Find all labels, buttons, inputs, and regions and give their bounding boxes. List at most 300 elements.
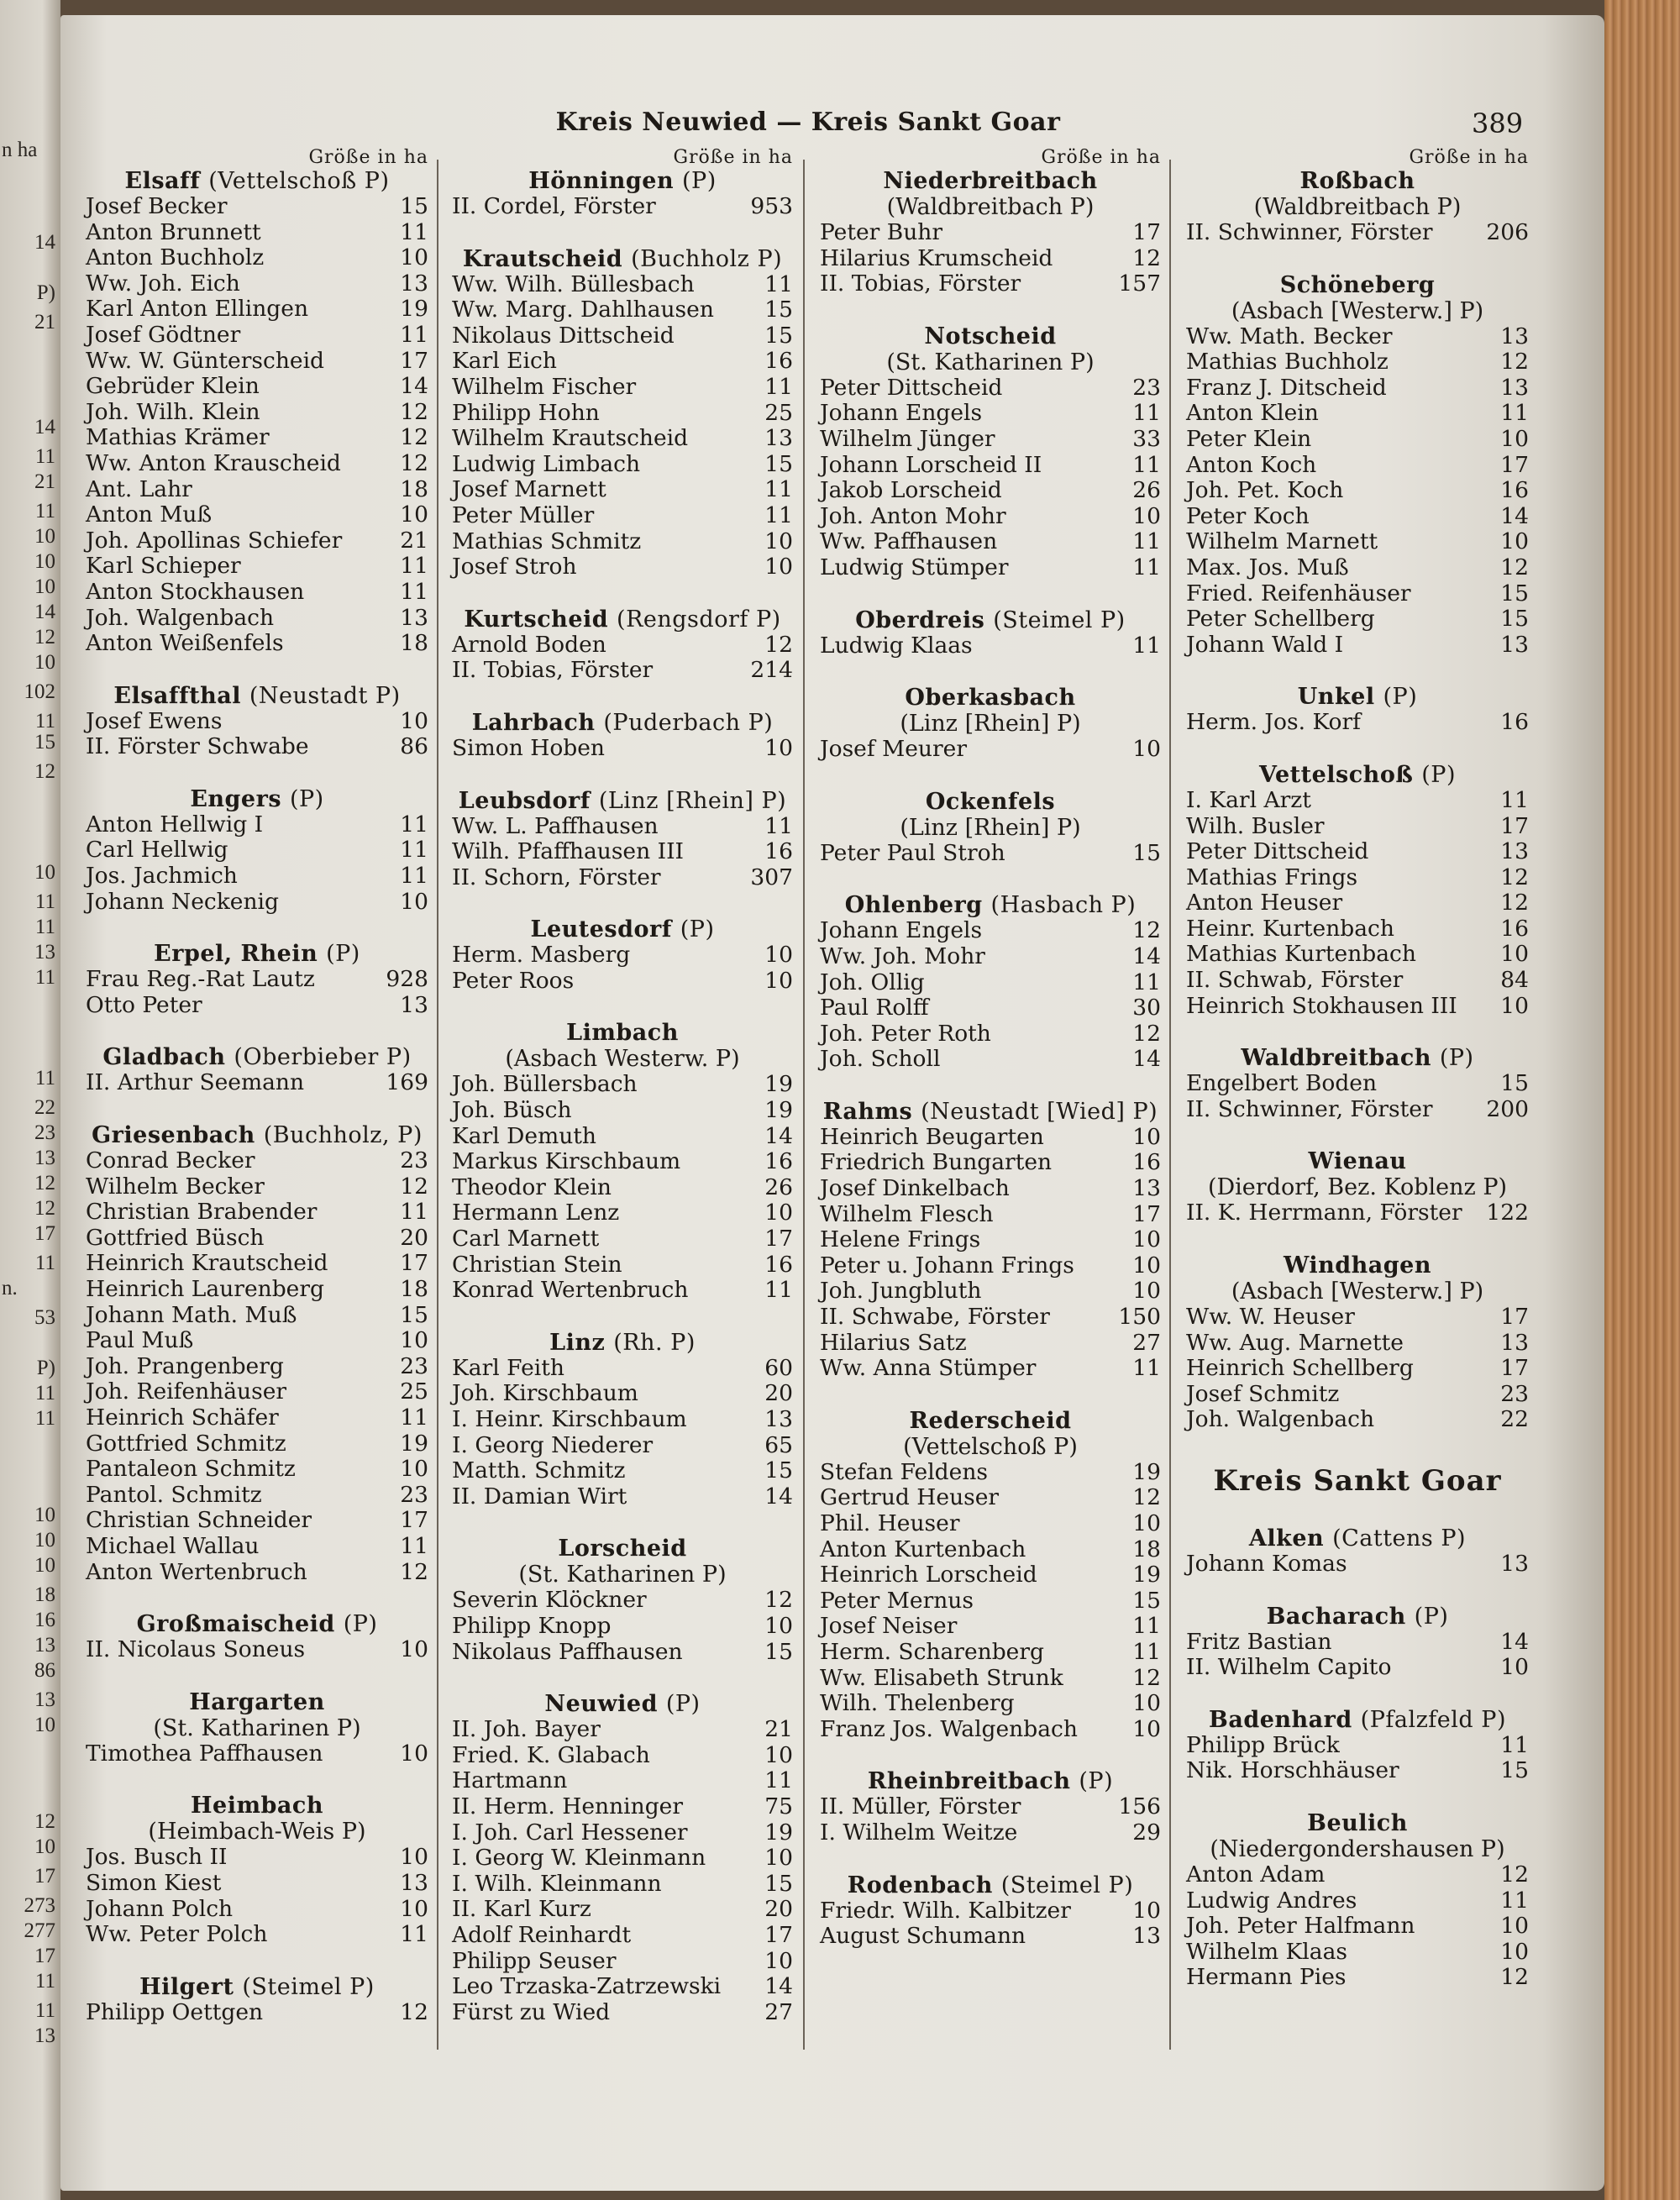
place-heading: [820, 892, 1161, 918]
area-ha: 11: [764, 1277, 793, 1304]
owner-row: [1186, 375, 1529, 402]
owner-row: [820, 1176, 1161, 1202]
owner-name: Philipp Knopp: [452, 1612, 612, 1639]
area-ha: 33: [1132, 425, 1161, 452]
owner-row: [1186, 606, 1529, 633]
owner-name: Philipp Brück: [1186, 1731, 1340, 1758]
place-name: Linz: [549, 1329, 606, 1356]
owner-name: Hartmann: [452, 1767, 568, 1794]
owner-name: II. Tobias, Förster: [820, 270, 1021, 297]
owner-name: Wilhelm Fischer: [452, 373, 637, 400]
owner-row: [820, 1305, 1161, 1331]
owner-name: Ludwig Andres: [1186, 1887, 1357, 1914]
area-ha: 18: [400, 1276, 428, 1302]
owner-name: II. Damian Wirt: [452, 1483, 627, 1510]
area-ha: 16: [764, 1148, 793, 1175]
area-ha: 14: [1132, 942, 1161, 969]
area-ha: 10: [1132, 1226, 1161, 1253]
owner-name: Pantaleon Schmitz: [86, 1456, 296, 1483]
block-gap: [820, 1742, 1161, 1768]
owner-row: [452, 1484, 793, 1510]
area-ha: 26: [1132, 477, 1161, 504]
place-heading: [452, 788, 793, 814]
place-name: Gladbach: [102, 1044, 226, 1071]
owner-row: [820, 220, 1161, 246]
owner-row: [452, 1200, 793, 1226]
area-ha: 18: [1132, 1536, 1161, 1562]
prev-page-fragment: 15: [34, 731, 55, 753]
area-ha: 928: [386, 966, 428, 993]
place-name: Neuwied: [544, 1691, 658, 1718]
place-heading: [820, 168, 1161, 194]
owner-row: [820, 1460, 1161, 1486]
block-gap: [820, 1073, 1161, 1099]
owner-row: [86, 1405, 428, 1431]
area-ha: 12: [1132, 917, 1161, 944]
owner-row: [86, 374, 428, 400]
owner-row: [452, 1794, 793, 1820]
area-ha: 15: [764, 1870, 793, 1897]
owner-row: [1186, 1655, 1529, 1681]
owner-name: Johann Lorscheid II: [820, 451, 1042, 478]
place-name: Bacharach: [1266, 1603, 1406, 1630]
post-office-note: (Vettelschoß P): [903, 1433, 1078, 1460]
place-heading: [1186, 1045, 1529, 1071]
owner-name: Leo Trzaska-Zatrzewski: [452, 1973, 722, 2000]
area-ha: 10: [764, 1612, 793, 1639]
owner-row: [820, 1125, 1161, 1151]
area-ha: 17: [764, 1226, 793, 1252]
area-ha: 11: [400, 811, 428, 837]
owner-name: Adolf Reinhardt: [452, 1921, 632, 1948]
place-heading: [1186, 1252, 1529, 1279]
post-office: (Buchholz P): [631, 245, 783, 272]
owner-name: Ludwig Stümper: [820, 554, 1009, 580]
place-name: Unkel: [1297, 684, 1375, 711]
owner-name: Josef Stroh: [452, 554, 577, 580]
area-ha: 17: [1132, 1200, 1161, 1227]
owner-name: Ww. Anna Stümper: [820, 1355, 1037, 1382]
prev-page-fragment: 11: [34, 1067, 55, 1089]
area-ha: 75: [764, 1793, 793, 1819]
post-office: (Hasbach P): [990, 892, 1137, 919]
place-heading: [1186, 762, 1529, 788]
owner-name: Ww. L. Paffhausen: [452, 812, 659, 839]
owner-row: [86, 400, 428, 426]
owner-row: [1186, 1862, 1529, 1888]
owner-row: [452, 1149, 793, 1175]
area-ha: 10: [1500, 425, 1529, 452]
area-ha: 10: [1132, 736, 1161, 763]
area-ha: 21: [400, 527, 428, 554]
area-ha: 10: [400, 1844, 428, 1871]
area-ha: 12: [764, 1587, 793, 1614]
owner-name: Ww. Joh. Mohr: [820, 942, 985, 969]
area-ha: 10: [1500, 992, 1529, 1019]
place-heading: [820, 1099, 1161, 1125]
prev-page-fragment: 21: [34, 470, 55, 493]
place-name: Großmaischeid: [136, 1611, 335, 1638]
owner-name: Josef Meurer: [820, 736, 967, 763]
area-ha: 10: [1132, 1715, 1161, 1742]
prev-page-fragment: 10: [34, 1504, 55, 1526]
owner-name: Frau Reg.-Rat Lautz: [86, 966, 315, 993]
area-ha: 17: [1500, 812, 1529, 839]
post-office: (Puderbach P): [603, 709, 774, 736]
owner-name: Markus Kirschbaum: [452, 1148, 681, 1175]
owner-name: Peter Schellberg: [1186, 606, 1375, 633]
owner-name: Anton Adam: [1186, 1861, 1326, 1888]
owner-row: [820, 375, 1161, 402]
owner-name: Joh. Prangenberg: [86, 1352, 284, 1379]
owner-name: II. Schwinner, Förster: [1186, 219, 1433, 245]
prev-page-fragment: n.: [2, 1277, 18, 1300]
area-ha: 19: [764, 1819, 793, 1846]
area-ha: 13: [764, 1406, 793, 1432]
area-ha: 13: [1500, 1329, 1529, 1356]
owner-name: Fritz Bastian: [1186, 1628, 1332, 1655]
owner-row: [86, 580, 428, 606]
area-ha: 16: [1500, 709, 1529, 736]
prev-page-fragment: 13: [34, 2024, 55, 2047]
area-ha: 12: [1132, 244, 1161, 271]
owner-row: [86, 1457, 428, 1483]
owner-row: [452, 1278, 793, 1304]
place-heading: [1186, 1810, 1529, 1836]
area-ha: 13: [1500, 838, 1529, 865]
area-ha: 13: [1132, 1175, 1161, 1202]
area-ha: 17: [1500, 1304, 1529, 1331]
owner-row: [452, 1717, 793, 1743]
size-unit-label: Größe in ha: [673, 147, 793, 168]
owner-row: [452, 1949, 793, 1975]
prev-page-fragment: 11: [34, 1970, 55, 1993]
owner-row: [452, 1458, 793, 1484]
area-ha: 10: [764, 1947, 793, 1974]
prev-page-fragment: P): [36, 1357, 55, 1379]
area-ha: 15: [764, 297, 793, 323]
area-ha: 11: [400, 578, 428, 605]
area-ha: 10: [1500, 1938, 1529, 1965]
owner-row: [820, 1537, 1161, 1563]
owner-name: II. Schwinner, Förster: [1186, 1095, 1433, 1122]
owner-name: I. Heinr. Kirschbaum: [452, 1406, 687, 1432]
area-ha: 18: [400, 475, 428, 502]
area-ha: 20: [764, 1896, 793, 1923]
owner-row: [86, 1508, 428, 1534]
post-office: (P): [1414, 1603, 1449, 1630]
block-gap: [452, 890, 793, 916]
area-ha: 11: [400, 218, 428, 245]
owner-row: [452, 1588, 793, 1614]
owner-name: Joh. Anton Mohr: [820, 502, 1006, 529]
owner-name: II. Nicolaus Soneus: [86, 1636, 306, 1663]
area-ha: 16: [1500, 915, 1529, 942]
area-ha: 13: [1500, 1551, 1529, 1577]
owner-row: [820, 944, 1161, 970]
owner-row: [820, 1794, 1161, 1820]
post-office: (Rh. P): [613, 1329, 696, 1356]
owner-row: [452, 1923, 793, 1949]
area-ha: 15: [1500, 580, 1529, 606]
owner-name: Joh. Scholl: [820, 1046, 941, 1073]
prev-page-fragment: 14: [34, 416, 55, 438]
owner-name: Anton Buchholz: [86, 244, 265, 271]
owner-name: Peter Mernus: [820, 1587, 974, 1614]
owner-name: Arnold Boden: [452, 631, 606, 658]
owner-name: Ww. W. Heuser: [1186, 1304, 1355, 1331]
area-ha: 13: [764, 425, 793, 452]
owner-name: Josef Gödtner: [86, 321, 241, 348]
owner-row: [86, 323, 428, 349]
area-ha: 26: [764, 1174, 793, 1200]
owner-name: Ww. Aug. Marnette: [1186, 1329, 1404, 1356]
owner-row: [1186, 1356, 1529, 1382]
owner-name: Heinr. Kurtenbach: [1186, 915, 1394, 942]
owner-row: [86, 1251, 428, 1277]
page-header: [60, 108, 1604, 141]
owner-name: Friedr. Wilh. Kalbitzer: [820, 1897, 1071, 1924]
post-office: (Vettelschoß P): [208, 168, 390, 194]
owner-row: [1186, 1965, 1529, 1991]
owner-name: Carl Hellwig: [86, 837, 228, 864]
owner-name: Herm. Jos. Korf: [1186, 709, 1361, 736]
area-ha: 15: [764, 1457, 793, 1484]
owner-name: Peter Buhr: [820, 219, 943, 245]
owner-name: Peter Dittscheid: [1186, 838, 1369, 865]
owner-row: [1186, 1940, 1529, 1966]
owner-name: Otto Peter: [86, 991, 202, 1018]
owner-row: [452, 452, 793, 478]
place-heading: [1186, 1707, 1529, 1733]
place-name: Hilgert: [139, 1973, 234, 2000]
area-ha: 11: [1500, 1887, 1529, 1914]
owner-row: [86, 2000, 428, 2026]
owner-name: Nikolaus Paffhausen: [452, 1638, 683, 1665]
post-office: (Linz [Rhein] P): [598, 787, 787, 814]
area-ha: 10: [764, 1845, 793, 1872]
area-ha: 11: [1500, 786, 1529, 813]
owner-name: Wilhelm Marnett: [1186, 528, 1378, 555]
area-ha: 13: [1500, 374, 1529, 401]
owner-row: [86, 451, 428, 477]
place-name: Hönningen: [528, 168, 675, 194]
post-office: (P): [1079, 1768, 1114, 1795]
area-ha: 10: [764, 1741, 793, 1768]
owner-name: Timothea Paffhausen: [86, 1740, 323, 1767]
post-office-note: (St. Katharinen P): [518, 1562, 727, 1588]
area-ha: 10: [400, 1740, 428, 1767]
owner-row: [86, 297, 428, 323]
area-ha: 19: [764, 1071, 793, 1098]
place-name: Kurtscheid: [464, 606, 609, 633]
owner-name: Christian Brabender: [86, 1199, 318, 1226]
owner-name: Josef Schmitz: [1186, 1380, 1340, 1407]
place-name: Engers: [190, 785, 282, 812]
owner-row: [452, 1072, 793, 1098]
owner-row: [1186, 529, 1529, 555]
owner-name: Ant. Lahr: [86, 475, 192, 502]
area-ha: 20: [764, 1380, 793, 1407]
post-office: (Neustadt P): [249, 682, 401, 709]
place-name: Limbach: [566, 1020, 679, 1047]
area-ha: 15: [1500, 606, 1529, 633]
prev-page-fragment: 102: [24, 680, 55, 703]
owner-row: [1186, 1552, 1529, 1578]
place-heading: [1186, 684, 1529, 710]
area-ha: 86: [400, 733, 428, 760]
place-name: Lorscheid: [558, 1536, 687, 1562]
owner-row: [820, 1614, 1161, 1640]
owner-name: II. Cordel, Förster: [452, 193, 656, 219]
column-rule: [803, 160, 805, 2050]
owner-name: II. Schorn, Förster: [452, 864, 661, 890]
area-ha: 15: [1500, 1070, 1529, 1097]
area-ha: 13: [400, 270, 428, 297]
place-name: Erpel, Rhein: [154, 941, 318, 968]
owner-row: [820, 1202, 1161, 1228]
owner-row: [1186, 839, 1529, 865]
area-ha: 12: [1500, 1964, 1529, 1991]
area-ha: 19: [400, 1430, 428, 1457]
post-office: (Neustadt [Wied] P): [921, 1098, 1158, 1125]
area-ha: 19: [400, 296, 428, 323]
owner-name: Joh. Walgenbach: [1186, 1406, 1375, 1433]
owner-row: [452, 1356, 793, 1382]
owner-row: [820, 1227, 1161, 1253]
area-ha: 122: [1486, 1200, 1529, 1226]
owner-name: Johann Neckenig: [86, 888, 279, 915]
owner-row: [86, 1560, 428, 1586]
area-ha: 11: [400, 321, 428, 348]
area-ha: 23: [1132, 374, 1161, 401]
place-heading: [820, 685, 1161, 711]
owner-name: Franz J. Ditscheid: [1186, 374, 1387, 401]
column-rule: [1169, 160, 1171, 2050]
owner-row: [820, 841, 1161, 867]
owner-row: [452, 1381, 793, 1407]
area-ha: 11: [764, 812, 793, 839]
owner-row: [820, 1047, 1161, 1073]
owner-row: [86, 1845, 428, 1871]
owner-name: Simon Hoben: [452, 734, 605, 761]
owner-row: [452, 194, 793, 220]
owner-name: Wilhelm Klaas: [1186, 1938, 1347, 1965]
owner-name: Michael Wallau: [86, 1532, 260, 1559]
block-gap: [1186, 1019, 1529, 1045]
place-heading: [452, 916, 793, 942]
owner-name: Paul Rolff: [820, 995, 929, 1021]
area-ha: 27: [1132, 1329, 1161, 1356]
area-ha: 14: [1132, 1046, 1161, 1073]
owner-name: Matth. Schmitz: [452, 1457, 626, 1484]
owner-name: Johann Math. Muß: [86, 1301, 297, 1328]
prev-page-fragment: 13: [34, 1634, 55, 1657]
owner-name: Joh. Reifenhäuser: [86, 1378, 287, 1405]
prev-page-fragment: n ha: [2, 139, 38, 161]
owner-row: [452, 477, 793, 503]
place-heading: [820, 789, 1161, 815]
owner-name: Mathias Frings: [1186, 864, 1358, 890]
post-office-note: (Waldbreitbach P): [886, 194, 1095, 220]
prev-page-fragment: 11: [34, 1252, 55, 1274]
post-office-note: (Asbach [Westerw.] P): [1231, 297, 1484, 324]
owner-row: [452, 1614, 793, 1640]
owner-row: [452, 942, 793, 969]
post-office: (P): [289, 785, 324, 812]
owner-row: [452, 633, 793, 659]
place-heading: [452, 710, 793, 736]
place-name: Rahms: [822, 1098, 913, 1125]
area-ha: 11: [1132, 1638, 1161, 1665]
owner-name: I. Wilh. Kleinmann: [452, 1870, 662, 1897]
area-ha: 13: [400, 991, 428, 1018]
owner-row: [1186, 633, 1529, 659]
owner-row: [86, 1277, 428, 1303]
owner-row: [452, 529, 793, 555]
owner-row: [820, 1691, 1161, 1717]
owner-row: [86, 349, 428, 375]
owner-row: [86, 606, 428, 632]
place-name: Ohlenberg: [844, 892, 983, 919]
area-ha: 12: [400, 449, 428, 476]
block-gap: [820, 866, 1161, 892]
owner-name: Josef Dinkelbach: [820, 1175, 1010, 1202]
block-gap: [820, 297, 1161, 323]
owner-row: [86, 1303, 428, 1329]
place-name: Badenhard: [1209, 1706, 1352, 1733]
area-ha: 15: [764, 322, 793, 349]
area-ha: 27: [764, 1998, 793, 2025]
owner-row: [820, 1562, 1161, 1588]
block-gap: [452, 580, 793, 606]
area-ha: 11: [1132, 1355, 1161, 1382]
owner-row: [86, 1922, 428, 1948]
owner-row: [86, 477, 428, 503]
area-ha: 17: [400, 347, 428, 374]
owner-row: [86, 1534, 428, 1560]
block-gap: [452, 994, 793, 1020]
owner-row: [452, 1407, 793, 1433]
place-heading: [1186, 1604, 1529, 1630]
area-ha: 12: [1500, 864, 1529, 890]
owner-row: [820, 1588, 1161, 1615]
owner-name: Josef Becker: [86, 193, 228, 219]
size-unit-label: Größe in ha: [1041, 147, 1161, 168]
owner-row: [820, 504, 1161, 530]
owner-row: [1186, 427, 1529, 453]
place-heading: [1186, 272, 1529, 298]
prev-page-fragment: 21: [34, 311, 55, 333]
place-name: Waldbreitbach: [1241, 1045, 1431, 1072]
prev-page-fragment: 17: [34, 1945, 55, 1967]
owner-row: [820, 1820, 1161, 1846]
place-heading: [1186, 1525, 1529, 1552]
owner-name: Joh. Ollig: [820, 969, 925, 995]
owner-row: [820, 1898, 1161, 1924]
area-ha: 150: [1118, 1304, 1161, 1331]
block-gap: [452, 1304, 793, 1330]
place-heading: [452, 606, 793, 633]
prev-page-fragment: 10: [34, 1529, 55, 1552]
owner-row: [1186, 1888, 1529, 1914]
area-ha: 12: [1500, 554, 1529, 580]
place-name: Ockenfels: [925, 788, 1056, 815]
owner-name: Ww. Paffhausen: [820, 528, 998, 555]
owner-row: [86, 194, 428, 220]
area-ha: 11: [400, 837, 428, 864]
prev-page-fragment: 11: [34, 890, 55, 913]
